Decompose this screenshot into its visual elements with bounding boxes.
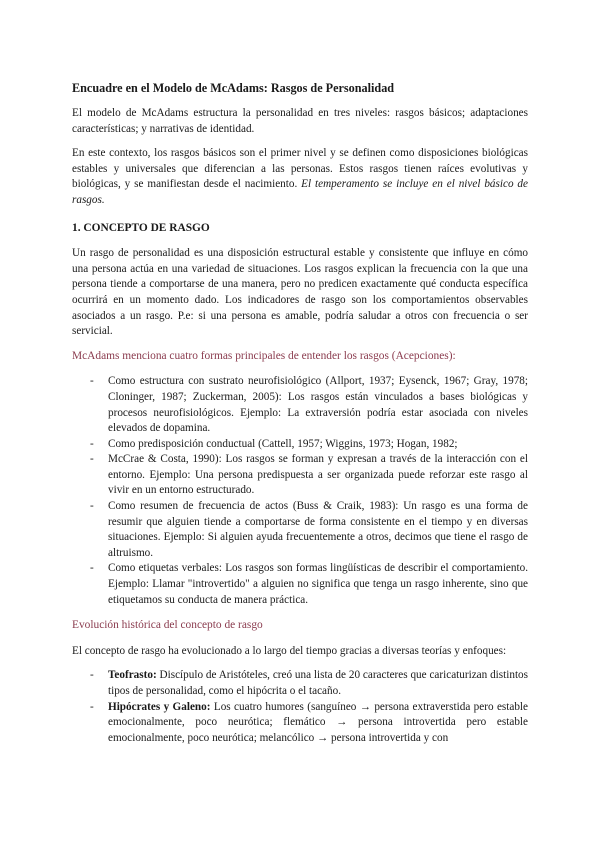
history-term: Hipócrates y Galeno: (108, 700, 211, 713)
history-list (72, 668, 528, 746)
acepciones-heading: McAdams menciona cuatro formas principales de entender los rasgos (Acepciones): (72, 349, 456, 362)
intro-paragraph: El modelo de McAdams estructura la personalidad en tres niveles: rasgos básicos; adaptaciones características; y narrativas de identidad. (72, 107, 528, 135)
list-item: - Como estructura con sustrato neurofisiológico (Allport, 1937; Eysenck, 1967; Gray, 1978; Cloninger, 1987; Zuckerman, 2005): Los rasgos están vinculados a bases biológicas y procesos neurofisiológicos. Ejemplo: La extraversión podría estar asociada con niveles elevados de dopamina. (72, 374, 528, 436)
history-text: Los cuatro humores (sanguíneo → persona extraverstida pero estable emocionalmente, poco neurótica; flemático → persona introvertida pero estable emocionalmente, poco neurótica; melancólico → persona introvertida y con (108, 700, 529, 744)
concepto-paragraph: Un rasgo de personalidad es una disposición estructural estable y consistente que influye en cómo una persona actúa en una variedad de situaciones. Los rasgos explican la frecuencia con la que una persona tiende a comportarse de una manera, pero no predicen exactamente qué conducta específica ocurrirá en un momento dado. Los indicadores de rasgo son los comportamientos observables asociados a un rasgo. P.e: si una persona es amable, podría saludar a otros con frecuencia o ser servicial. (72, 247, 528, 338)
list-item: - Como resumen de frecuencia de actos (Buss & Craik, 1983): Un rasgo es una forma de resumir que alguien tiende a comportarse de forma consistente en el tiempo y en diversas situaciones. Ejemplo: Si alguien ayuda frecuentemente a otros, decimos que tiene el rasgo de altruismo. (72, 499, 528, 561)
list-item: - McCrae & Costa, 1990): Los rasgos se forman y expresan a través de la interacción con el entorno. Ejemplo: Una persona predispuesta a ser organizada puede reforzar este rasgo al vivir en un entorno estructurado. (72, 452, 528, 499)
evolucion-paragraph: El concepto de rasgo ha evolucionado a lo largo del tiempo gracias a diversas teorías y enfoques: (72, 644, 507, 657)
document-title: Encuadre en el Modelo de McAdams: Rasgos de Personalidad (72, 81, 395, 95)
list-item (72, 668, 528, 699)
document-content (72, 80, 528, 756)
list-item: - Como etiquetas verbales: Los rasgos son formas lingüísticas de describir el comportamiento. Ejemplo: Llamar "introvertido" a alguien no significa que tenga un rasgo inherente, sino que etiquetamos su conducta de manera práctica. (72, 561, 528, 608)
context-italic-note: El temperamento se incluye en el nivel básico de rasgos. (72, 178, 528, 206)
list-item (72, 700, 528, 747)
acepciones-list (72, 374, 528, 608)
section-heading-concepto: 1. CONCEPTO DE RASGO (72, 221, 210, 234)
history-text: Discípulo de Aristóteles, creó una lista de 20 caracteres que caricaturizan distintos tipos de personalidad, como el hipócrita o el tacaño. (108, 669, 528, 697)
context-paragraph (72, 146, 528, 208)
history-term: Teofrasto: (108, 669, 157, 682)
evolucion-heading: Evolución histórica del concepto de rasgo (72, 619, 263, 632)
context-text: En este contexto, los rasgos básicos son el primer nivel y se definen como disposiciones biológicas estables y universales que diferencian a las personas. Estos rasgos tienen raíces evolutivas y biológicas, y se manifiestan desde el nacimiento. (72, 147, 528, 191)
list-item: - Como predisposición conductual (Cattell, 1957; Wiggins, 1973; Hogan, 1982; (72, 437, 528, 453)
